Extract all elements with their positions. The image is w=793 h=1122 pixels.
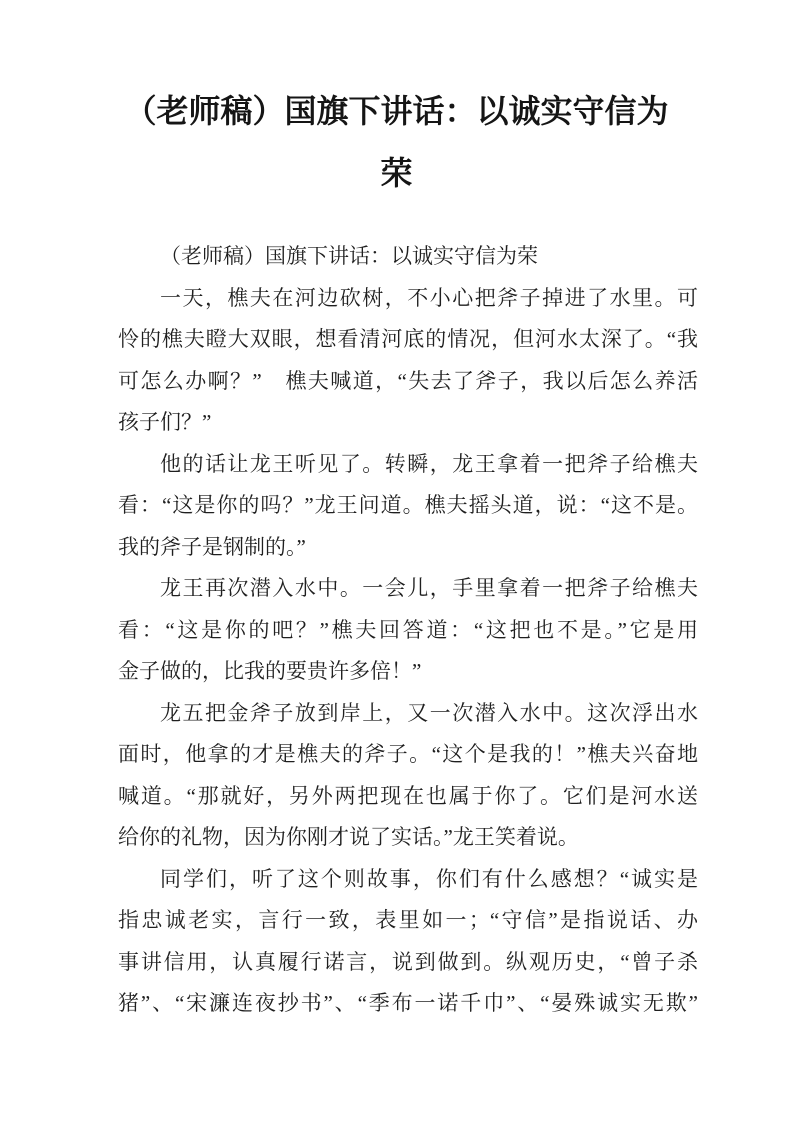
- paragraph: [118, 278, 698, 444]
- text-line: 孩子们？”: [118, 410, 212, 434]
- text-line: 一天，樵夫在河边砍树，不小心把斧子掉进了水里。可: [160, 285, 698, 310]
- text-line: 看：“这是你的吗？”龙王问道。樵夫摇头道，说：“这不是。: [118, 493, 698, 517]
- text-line: 他的话让龙王听见了。转瞬，龙王拿着一把斧子给樵夫: [160, 451, 698, 476]
- text-line: 同学们，听了这个则故事，你们有什么感想？“诚实是: [160, 866, 698, 891]
- title-line: （老师稿）国旗下讲话：以诚实守信为: [124, 93, 669, 129]
- text-line: （老师稿）国旗下讲话：以诚实守信为荣: [160, 244, 538, 268]
- text-line: 给你的礼物，因为你刚才说了实话。”龙王笑着说。: [118, 825, 579, 849]
- text-line: 指忠诚老实，言行一致，表里如一；“守信”是指说话、办: [118, 908, 698, 932]
- text-line: 可怎么办啊？” 樵夫喊道，“失去了斧子，我以后怎么养活: [118, 368, 698, 393]
- paragraph: [118, 693, 698, 859]
- text-line: 怜的樵夫瞪大双眼，想看清河底的情况，但河水太深了。“我: [118, 327, 698, 351]
- text-line: 我的斧子是钢制的。”: [118, 534, 306, 559]
- paragraph: [118, 859, 698, 1025]
- text-line: 看：“这是你的吧？”樵夫回答道：“这把也不是。”它是用: [118, 617, 698, 642]
- text-line: 金子做的，比我的要贵许多倍！”: [118, 659, 422, 683]
- text-line: 喊道。“那就好，另外两把现在也属于你了。它们是河水送: [118, 783, 698, 808]
- document-body: [118, 236, 698, 1025]
- paragraph: [118, 236, 698, 278]
- paragraph: [118, 568, 698, 693]
- text-line: 龙王再次潜入水中。一会儿，手里拿着一把斧子给樵夫: [160, 576, 698, 600]
- title-line: 荣: [380, 155, 413, 191]
- text-line: 面时，他拿的才是樵夫的斧子。“这个是我的！”樵夫兴奋地: [118, 742, 698, 766]
- paragraph: [118, 444, 698, 569]
- text-line: 事讲信用，认真履行诺言，说到做到。纵观历史，“曾子杀: [118, 949, 698, 974]
- text-line: 龙五把金斧子放到岸上，又一次潜入水中。这次浮出水: [160, 700, 698, 725]
- text-line: 猪”、“宋濂连夜抄书”、“季布一诺千巾”、“晏殊诚实无欺”: [118, 991, 698, 1015]
- document-title: [0, 80, 793, 204]
